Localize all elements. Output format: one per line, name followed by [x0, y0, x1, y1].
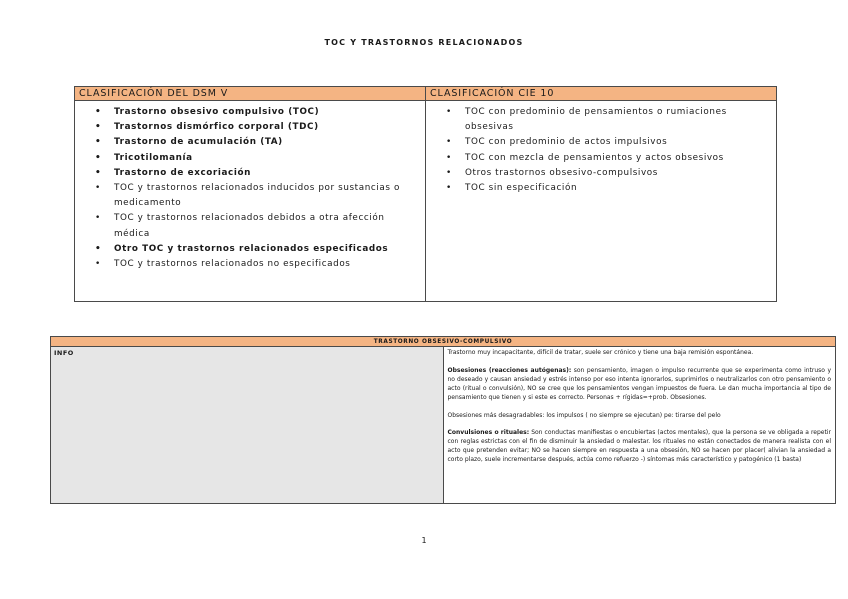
- cie-header: CLASIFICACIÓN CIE 10: [426, 87, 777, 101]
- classification-table: [74, 86, 777, 302]
- page-number: 1: [421, 536, 427, 545]
- convulsiones-text: Son conductas manifiestas o encubiertas (actos mentales), que la persona se ve obligada a repetir con reglas estrictas con el fin de disminuir la ansiedad o malestar. los rituales no están conectados de manera realista con el acto que pretenden evitar; NO se hacen siempre en respuesta a una obsesión, NO se hacen por placer( alivian la ansiedad a corto plazo, suele incrementarse después, actúa como refuerzo -) síntomas más característico y patogénico (1 basta): [447, 429, 831, 464]
- list-item: • TOC con predominio de actos impulsivos: [430, 135, 772, 150]
- list-item: • Tricotilomanía: [79, 151, 421, 166]
- convulsiones-term: Convulsiones o rituales:: [447, 429, 530, 437]
- list-item: • TOC sin especificación: [430, 181, 772, 196]
- list-item: • TOC con predominio de pensamientos o rumiaciones obsesivas: [430, 105, 772, 135]
- list-item: • Otro TOC y trastornos relacionados especificados: [79, 242, 421, 257]
- obsesiones-paragraph: [448, 367, 832, 403]
- info-table: [50, 336, 836, 504]
- dsm-cell: [75, 101, 426, 302]
- info-table-header: TRASTORNO OBSESIVO-COMPULSIVO: [51, 337, 836, 347]
- list-item: • Trastornos dismórfico corporal (TDC): [79, 120, 421, 135]
- desagradables-paragraph: Obsesiones más desagradables: los impulsos ( no siempre se ejecutan) pe: tirarse del pelo: [447, 411, 721, 419]
- list-item: • TOC y trastornos relacionados no especificados: [79, 257, 421, 272]
- dsm-header: CLASIFICACIÓN DEL DSM V: [75, 87, 426, 101]
- list-item: • Trastorno de acumulación (TA): [79, 135, 421, 150]
- list-item: • TOC con mezcla de pensamientos y actos obsesivos: [430, 151, 772, 166]
- list-item: • TOC y trastornos relacionados inducidos por sustancias o medicamento: [79, 181, 421, 211]
- convulsiones-paragraph: [448, 429, 832, 465]
- list-item: • TOC y trastornos relacionados debidos a otra afección médica: [79, 211, 421, 241]
- cie-list: [430, 105, 772, 196]
- obsesiones-term: Obsesiones (reacciones autógenas):: [447, 366, 572, 374]
- list-item: • Trastorno obsesivo compulsivo (TOC): [79, 105, 421, 120]
- info-row-label: INFO: [51, 347, 444, 504]
- dsm-list: [79, 105, 421, 272]
- info-row-body: [443, 347, 836, 504]
- page-title: TOC Y TRASTORNOS RELACIONADOS: [324, 38, 524, 47]
- list-item: • Trastorno de excoriación: [79, 166, 421, 181]
- intro-paragraph: Trastorno muy incapacitante, difícil de tratar, suele ser crónico y tiene una baja remisión espontánea.: [447, 349, 754, 356]
- list-item: • Otros trastornos obsesivo-compulsivos: [430, 166, 772, 181]
- obsesiones-text: son pensamiento, imagen o impulso recurrente que se experimenta como intruso y no deseado y causan ansiedad y estrés intenso por eso intenta ignorarlos, suprimirlos o neutralizarlos con otro pensamiento o acto (ritual o convulsión), NO se cree que los pensamientos vengan impuestos de fuera. Le dan mucha importancia al tipo de pensamiento que tienen y si este es correcto. Personas + rígidas=+prob. Obsesiones.: [447, 366, 831, 401]
- cie-cell: [426, 101, 777, 302]
